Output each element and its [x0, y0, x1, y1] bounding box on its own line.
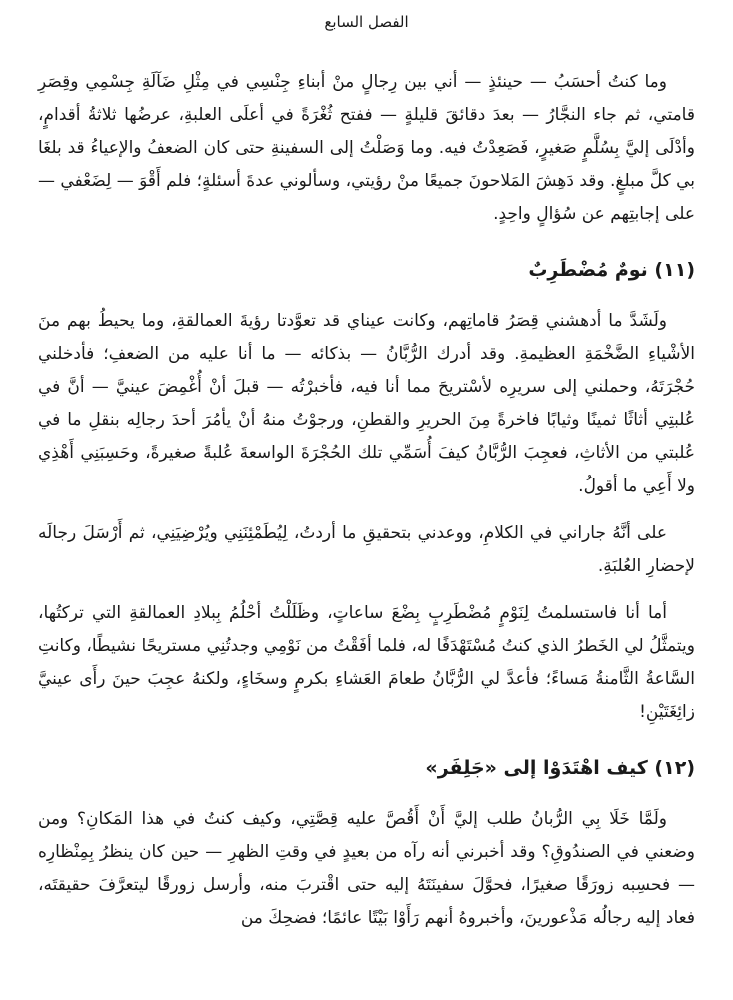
paragraph-5: ولَمَّا خَلَا بِي الرُّبانُ طلب إليَّ أَنْ أَقُصَّ عليه قِصَّتِي، وكيف كنتُ في هذا المَكانِ؟ ومن وضعني في الصندُوقِ؟ وقد أخبرني أنه رآه من بعيدٍ في وقتِ الظهرِ — حين كان ينظرُ بِمِنْظارِه — فحسِبه زورَقًا صغيرًا، فحوَّلَ سفينَتَهُ إليه حتى اقْتربَ منه، وأرسل زورقًا ليتعرَّفَ حقيقتَه، فعاد إليه رجالُه مَذْعورينَ، وأخبروهُ أنهم رَأَوْا بَيْتًا عائمًا؛ فضحِكَ من	[38, 809, 695, 928]
paragraph-2: ولَشَدَّ ما أدهشني قِصَرُ قاماتِهم، وكانت عيناي قد تعوَّدتا رؤيةَ العمالقةِ، وما يحيطُ بهم منَ الأشْياءِ الضَّخْمَةِ العظيمةِ. وقد أدرك الرُّبَّانُ — بذكائه — ما أنا عليه من الضعفِ؛ فأدخلني حُجْرَتَهُ، وحملني إلى سريرِه لأسْتريحَ مما أنا فيه، فأخبرْتُه — قبلَ أنْ أُغْمِضَ عينيَّ — أنَّ في عُلبتِي أثاثًا ثمينًا وثيابًا فاخرةً مِنَ الحريرِ والقطنِ، ورجوْتُ منهُ أنْ يأمُرَ أحدَ رجالِه بنقلِ ما في عُلبتي من الأثاثِ، فعجِبَ الرُّبَّانُ كيفَ أُسَمِّي تلك الحُجْرَةَ الواسعةَ عُلبةً صغيرةً، وحَسِبَنِي أَهْذِي ولا أَعِي ما أقولُ.	[38, 311, 695, 496]
paragraph-4: أما أنا فاستسلمتُ لِنَوْمٍ مُضْطَرِبٍ بِضْعَ ساعاتٍ، وظَلَلْتُ أحْلُمُ بِبلادِ العمالقةِ التي تركتُها، ويتمثَّلُ لي الخَطرُ الذي كنتُ مُسْتَهْدَفًا له، فلما أفَقْتُ من نَوْمِي وجدتُنِي مستريحًا نشيطًا، وكانتِ السَّاعةُ الثَّامنةُ مَساءً؛ فأعدَّ لي الرُّبَّانُ طعامَ العَشاءِ بكرمٍ وسخَاءٍ، ولكنهُ عجِبَ حينَ رأَى عينيَّ زائِغَتَيْنِ!	[38, 603, 695, 722]
section-heading-12: (١٢) كيف اهْتَدَوْا إلى «جَلِفَر»	[425, 757, 695, 779]
running-header: الفصل السابع	[324, 13, 409, 31]
paragraph-3: على أنَّهُ جاراني في الكلامِ، ووعدني بتحقيقِ ما أردتُ، لِيُطَمْئِنَنِي ويُرْضِيَنِي، ثم أَرْسَلَ رجالَه لإحضارِ العُلبَةِ.	[38, 523, 695, 576]
section-heading-11: (١١) نومٌ مُضْطَرِبٌ	[528, 259, 695, 281]
paragraph-1: وما كنتُ أحسَبُ — حينئذٍ — أني بين رِجالٍ منْ أبناءِ جِنْسِي في مِثْلِ ضَآلَةِ جِسْمِي وقِصَرِ قامتي، ثم جاء النجَّارُ — بعدَ دقائقَ قليلةٍ — ففتح ثُغْرَةً في أعلَى العلبةِ، عرضُها ثلاثةُ أقدامٍ، وأدْلَى إليَّ بِسُلَّمٍ صَغيرٍ، فَصَعِدْتُ فيه. وما وَصَلْتُ إلى السفينةِ حتى كان الضعفُ والإعياءُ قد بلغَا بي كلَّ مبلغٍ. وقد دَهِشَ المَلاحونَ جميعًا منْ رؤيتي، وسألوني عدةَ أسئلةٍ؛ فلم أَقْوَ — لِضَعْفي — على إجابتِهم عن سُؤالٍ واحِدٍ.	[38, 72, 695, 224]
